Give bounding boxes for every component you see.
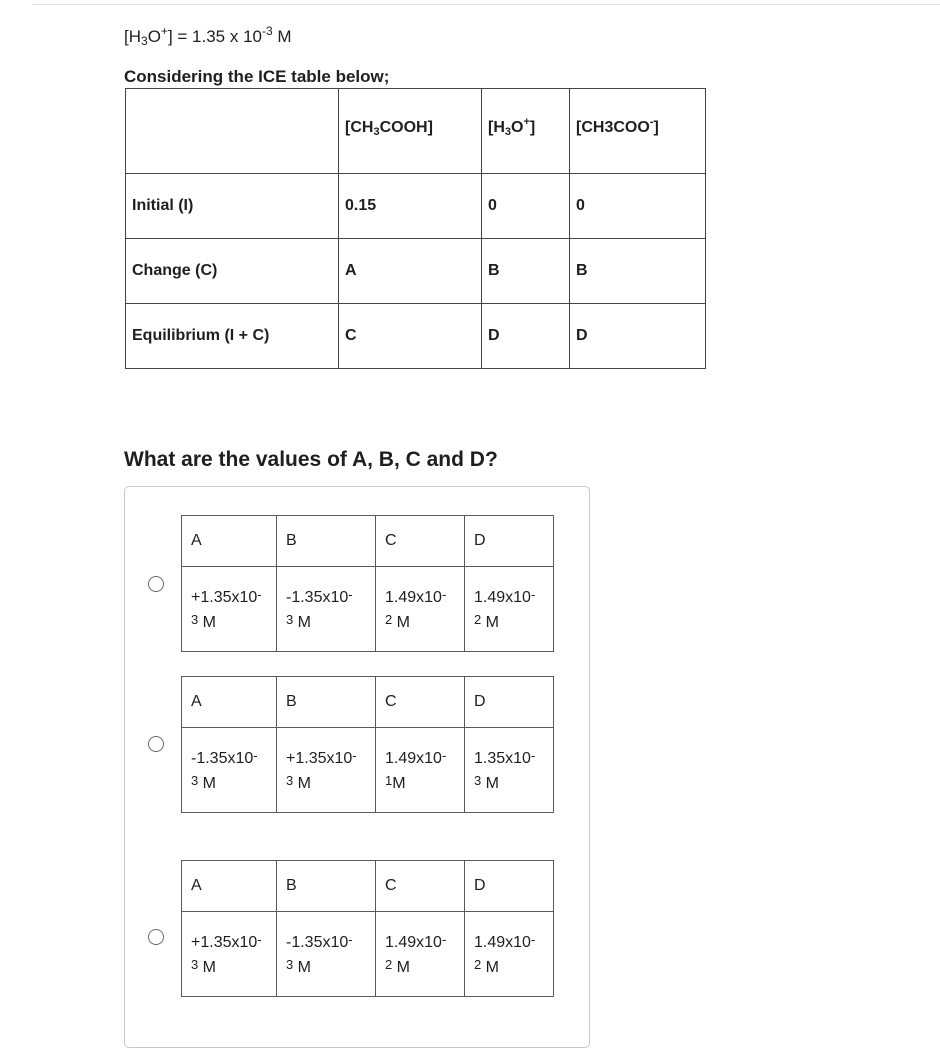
- option-header: D: [465, 516, 554, 567]
- option-3-table[interactable]: [181, 860, 554, 997]
- question-text: What are the values of A, B, C and D?: [124, 448, 498, 471]
- option-value: +1.35x10- 3 M: [277, 728, 376, 813]
- ice-cell: 0.15: [339, 174, 482, 239]
- option-1-radio[interactable]: [148, 576, 164, 592]
- ice-row-label: Initial (I): [126, 174, 339, 239]
- ice-heading: Considering the ICE table below;: [124, 67, 390, 86]
- option-value: 1.49x10- 1M: [376, 728, 465, 813]
- option-header: B: [277, 677, 376, 728]
- ice-row-initial: [126, 174, 706, 239]
- option-header: B: [277, 861, 376, 912]
- ice-cell: 0: [570, 174, 706, 239]
- option-value: -1.35x10- 3 M: [277, 912, 376, 997]
- ice-header-ch3cooh: $[CH_3COOH]$: [339, 89, 482, 174]
- option-header: D: [465, 861, 554, 912]
- ice-row-equilibrium: [126, 304, 706, 369]
- ice-cell: 0: [482, 174, 570, 239]
- ice-table: [125, 88, 706, 369]
- ice-header-row: [126, 89, 706, 174]
- option-header: A: [182, 516, 277, 567]
- ice-row-change: [126, 239, 706, 304]
- ice-cell: D: [482, 304, 570, 369]
- option-header: B: [277, 516, 376, 567]
- option-header: A: [182, 677, 277, 728]
- option-2-radio[interactable]: [148, 736, 164, 752]
- top-divider: [32, 4, 940, 5]
- option-value: 1.49x10- 2 M: [465, 912, 554, 997]
- given-concentration: $[H_3O^+] = 1.35$ x $10^{-3}$ M: [124, 24, 292, 48]
- ice-row-label: Change (C): [126, 239, 339, 304]
- ice-cell: B: [482, 239, 570, 304]
- option-1-table[interactable]: [181, 515, 554, 652]
- ice-header-ch3coo: [CH3COO-]: [570, 89, 706, 174]
- option-2-table[interactable]: [181, 676, 554, 813]
- option-value: 1.35x10- 3 M: [465, 728, 554, 813]
- ice-header-h3o: $[H_3O^+]$: [482, 89, 570, 174]
- option-value: +1.35x10- 3 M: [182, 912, 277, 997]
- option-header: A: [182, 861, 277, 912]
- ice-cell: B: [570, 239, 706, 304]
- option-value: 1.49x10- 2 M: [376, 912, 465, 997]
- option-header: C: [376, 861, 465, 912]
- option-value: -1.35x10- 3 M: [182, 728, 277, 813]
- option-header: C: [376, 677, 465, 728]
- option-value: -1.35x10- 3 M: [277, 567, 376, 652]
- option-header: D: [465, 677, 554, 728]
- option-value: 1.49x10- 2 M: [376, 567, 465, 652]
- option-3-radio[interactable]: [148, 929, 164, 945]
- option-header: C: [376, 516, 465, 567]
- option-value: +1.35x10- 3 M: [182, 567, 277, 652]
- ice-cell: D: [570, 304, 706, 369]
- ice-cell: C: [339, 304, 482, 369]
- option-value: 1.49x10- 2 M: [465, 567, 554, 652]
- ice-cell: A: [339, 239, 482, 304]
- ice-row-label: Equilibrium (I + C): [126, 304, 339, 369]
- ice-header-empty: [126, 89, 339, 174]
